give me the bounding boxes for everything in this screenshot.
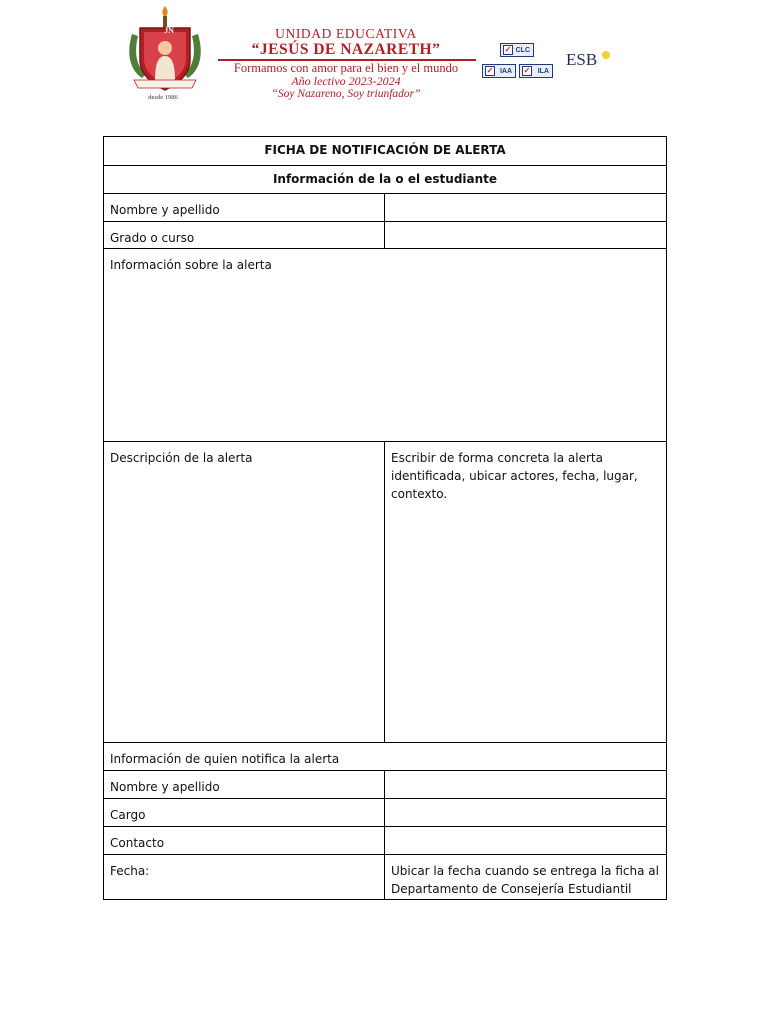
grade-label: Grado o curso: [104, 222, 385, 249]
grade-field[interactable]: [385, 222, 667, 249]
student-name-label: Nombre y apellido: [104, 194, 385, 222]
alert-description-label: Descripción de la alerta: [104, 442, 385, 743]
clc-badge-label: CLC: [515, 46, 530, 54]
school-year: Año lectivo 2023-2024: [291, 74, 401, 88]
notifier-section-heading: Información de quien notifica la alerta: [104, 743, 667, 771]
header-text-block: [212, 26, 480, 101]
school-name: “JESÚS DE NAZARETH”: [251, 41, 441, 58]
crest-initials: JN: [164, 26, 174, 35]
school-crest-logo: [124, 4, 206, 106]
iaa-badge-label: IAA: [499, 67, 512, 75]
contact-label: Contacto: [104, 827, 385, 855]
school-motto: “Soy Nazareno, Soy triunfador”: [271, 88, 421, 100]
alert-info-label: Información sobre la alerta: [110, 258, 272, 272]
student-section-heading: Información de la o el estudiante: [104, 166, 667, 194]
esb-logo: ESB: [566, 50, 598, 69]
position-label: Cargo: [104, 799, 385, 827]
position-field[interactable]: [385, 799, 667, 827]
check-icon: ✓: [486, 66, 494, 75]
alert-description-field[interactable]: Escribir de forma concreta la alerta identificada, ubicar actores, fecha, lugar, contexto.: [385, 442, 667, 743]
check-icon: ✓: [504, 45, 512, 54]
iaa-badge: [482, 64, 516, 78]
notifier-name-label: Nombre y apellido: [104, 771, 385, 799]
ila-badge: [519, 64, 553, 78]
check-icon: ✓: [523, 66, 531, 75]
alert-info-field[interactable]: [104, 249, 667, 442]
school-slogan: Formamos con amor para el bien y el mundo: [233, 61, 459, 75]
esb-sun-icon: [602, 51, 610, 59]
school-header: [118, 4, 634, 108]
date-label: Fecha:: [104, 855, 385, 900]
notifier-name-field[interactable]: [385, 771, 667, 799]
form-title: FICHA DE NOTIFICACIÓN DE ALERTA: [104, 137, 667, 166]
clc-badge: [500, 43, 534, 57]
ila-badge-label: ILA: [537, 67, 549, 75]
school-type: UNIDAD EDUCATIVA: [275, 26, 417, 41]
date-field[interactable]: Ubicar la fecha cuando se entrega la ficha al Departamento de Consejería Estudiantil: [385, 855, 667, 900]
crest-since: desde 1986: [148, 94, 178, 101]
alert-notification-form: [103, 136, 667, 900]
contact-field[interactable]: [385, 827, 667, 855]
student-name-field[interactable]: [385, 194, 667, 222]
